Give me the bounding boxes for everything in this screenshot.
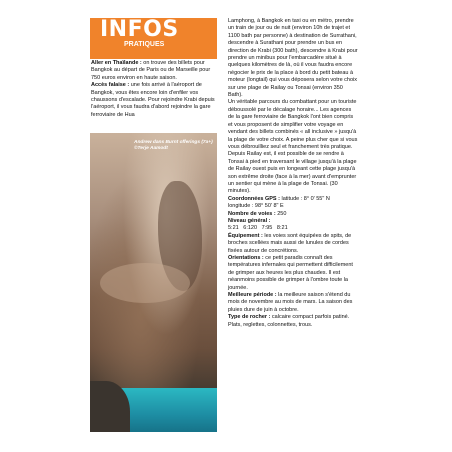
level-values: 5:21 6:120 7:95 8:21 (228, 225, 288, 232)
left-column (90, 18, 217, 432)
orientation-text: ce petit paradis connaît des températures infernales qui permettent difficilement de grimper aux heures les plus chaudes. Il est néanmoins possible de grimper à l'ombre toute la journée. (228, 255, 353, 291)
level-paragraph (228, 218, 358, 233)
season-label: Meilleure période : (228, 292, 277, 299)
infos-banner (90, 18, 217, 59)
gps-latitude: latitude : 8° 0' 55" N (279, 195, 330, 202)
routes-count-paragraph (228, 211, 358, 218)
rock-type-text: calcaire compact parfois patiné. Plats, reglettes, colonnettes, trous. (228, 314, 350, 328)
access-label: Accès falaise : (91, 82, 130, 89)
banner-title: INFOS (100, 17, 179, 42)
orientation-label: Orientations : (228, 255, 264, 261)
walk-paragraph: Depuis Railay est, il est possible de se rendre à Tonsai à pied en traversant le village jusqu'à la plage de Railay ouest puis en longeant cette plage jusqu'à son extrême droite (face à la mer) avant d'emprunter un sentier qui mène à la plage de Tonsai. (30 minutes). (228, 151, 357, 195)
gps-label: Coordonnées GPS : (228, 195, 280, 202)
rock-type-label: Type de rocher : (228, 314, 271, 321)
equipment-text: les voies sont équipées de spits, de broches scellées mais aussi de lunules de cordes fixées autour de concrétions. (228, 232, 352, 254)
routes-count-value: 250 (275, 210, 287, 217)
agency-paragraph: Un véritable parcours du combattant pour un touriste déboussolé par le décalage horaire... Les agences de la gare ferroviaire de Bangkok l'ont bien compris et vous proposent de simplifier votre voyage en vendant des billets combinés « all inclusive » jusqu'à la plage de votre choix. A peine plus cher que si vous vous débrouilliez seul et franchement très pratique. (228, 99, 358, 150)
travel-paragraph (91, 60, 217, 82)
access-text: une fois arrivé à l'aéroport de Bangkok, vous êtes encore loin d'enfiler vos chaussons d'escalade. Pour rejoindre Krabi depuis l'aéroport, il vous faudra d'abord rejoindre la gare ferroviaire de Hua (91, 82, 215, 118)
routes-count-label: Nombre de voies : (228, 210, 276, 217)
banner-subtitle: PRATIQUES (124, 41, 165, 48)
right-column (228, 18, 358, 329)
gps-longitude: longitude : 98° 50' 8" E (228, 203, 284, 210)
equipment-label: Équipement : (228, 232, 263, 239)
photo-caption: Andrew dans Burnt offerings (7a+) ©Terje Aamodt (134, 140, 213, 151)
climbing-photo (90, 133, 217, 432)
gps-paragraph (228, 196, 358, 211)
route-paragraph: Lamphong, à Bangkok en taxi ou en métro, prendre un train de jour ou de nuit (environ 10h de trajet et 1100 bath par personne) à destination de Surrathani, descendre à Surathani pour prendre un bus en direction de Krabi (300 bath), descendre à Krabi pour prendre un minibus pour l'embarcadère situé à quelques kilomètres de là, où il vous faudra encore négocier le prix de la place à bord du petit bateau à moteur (longtail) qui vous déposera selon votre choix sur une plage de Railay ou Tonsai (environ 350 Bath). (228, 18, 358, 99)
travel-text: on trouve des billets pour Bangkok au départ de Paris ou de Marseille pour 750 euros environ en haute saison. (91, 60, 211, 81)
equipment-paragraph (228, 233, 358, 255)
level-label: Niveau général : (228, 217, 271, 224)
season-paragraph (228, 292, 358, 314)
rock-band (100, 263, 190, 303)
orientation-paragraph (228, 255, 358, 292)
rock-type-paragraph (228, 314, 358, 329)
season-text: la meilleure saison s'étend du mois de novembre au mois de mars. La saison des pluies dure de juin à octobre. (228, 292, 353, 313)
access-paragraph (91, 82, 217, 119)
left-text (91, 60, 217, 119)
travel-label: Aller en Thaïlande : (91, 60, 142, 66)
